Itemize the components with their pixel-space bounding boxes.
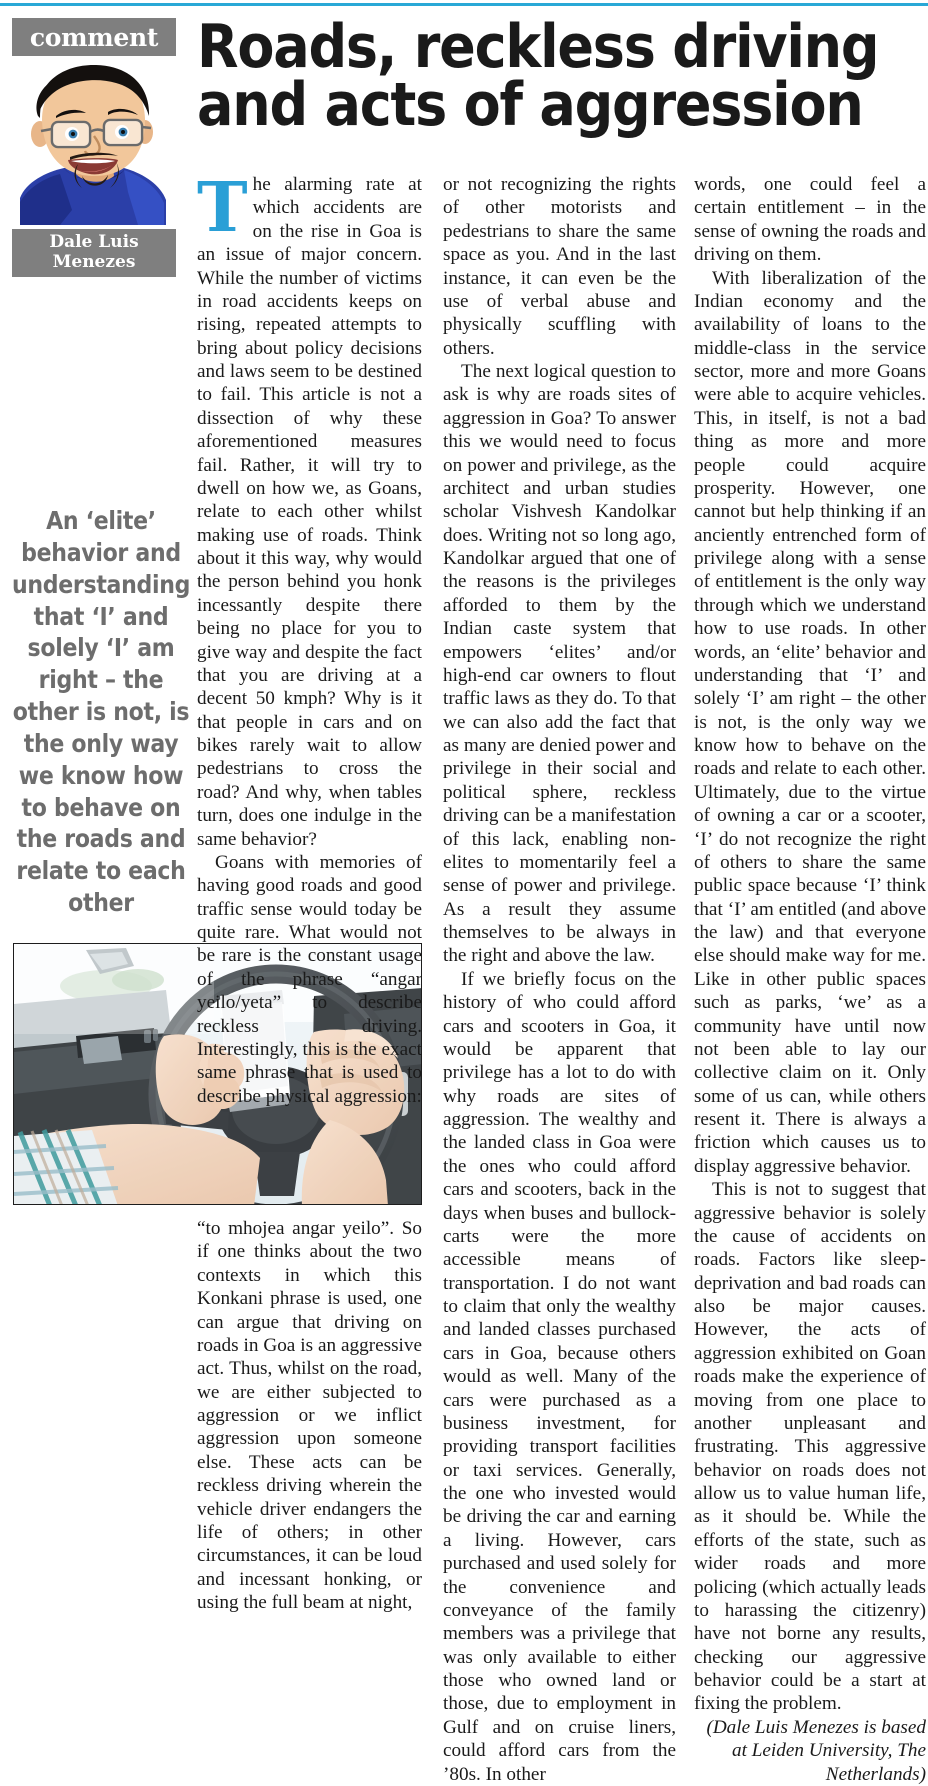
body-column-3 (694, 173, 926, 1786)
top-accent-rule (0, 3, 928, 6)
paragraph (443, 968, 676, 1786)
body-column-1-continued (197, 1217, 422, 1614)
author-name: Dale Luis Menezes (49, 232, 139, 272)
paragraph-text: With liberalization of the Indian economy and the availability of loans to the middle-class in the service sector, more and more Goans were able to acquire vehicles. This, in itself, is not a bad thing as more and more people could acquire prosperity. However, one cannot but help thinking if an anciently entrenched form of privilege along with a sense of entitlement is the only way through which we understand how to use roads. In other words, an ‘elite’ behavior and understanding that ‘I’ and solely ‘I’ am right – the other is not, is the only way we know how to behave on the roads and relate to each other. Ultimately, due to the virtue of owning a car or a scooter, ‘I’ do not recognize the right of others to share the same public space because ‘I’ think that ‘I’ am entitled (and above the law) and that everyone else should make way for me. Like in other public spaces such as parks, ‘we’ as a community have until now not been able to lay our collective claim on it. Only some of us can, while others resent it. There is always a friction which causes us to display aggressive behavior. (694, 267, 926, 1177)
author-signoff: (Dale Luis Menezes is based at Leiden University, The Netherlands) (706, 1716, 926, 1785)
body-column-2 (443, 173, 676, 1786)
paragraph-text: or not recognizing the rights of other motorists and pedestrians to share the same space as you. And in the last instance, it can even be the use of verbal abuse and physically scuffling with others. (443, 174, 676, 359)
paragraph (694, 267, 926, 1179)
paragraph (443, 173, 676, 360)
paragraph (197, 168, 422, 851)
author-caricature (12, 60, 176, 225)
body-column-1 (197, 168, 422, 1108)
paragraph-text: “to mhojea angar yeilo”. So if one thinks about the two contexts in which this Konkani phrase is used, one can argue that driving on roads in Goa is an aggressive act. Thus, whilst on the road, we are either subjected to aggression or we inflict aggression upon someone else. These acts can be reckless driving wherein the vehicle driver endangers the life of others; in other circumstances, it can be loud and incessant honking, or using the full beam at night, (197, 1218, 422, 1613)
paragraph-text: If we briefly focus on the history of who could afford cars and scooters in Goa, it would be apparent that privilege has a lot to do with why roads are sites of aggression. The wealthy and the landed class in Goa were the ones who could afford cars and scooters, back in the days when buses and bullock-carts were the more accessible means of transportation. I do not want to claim that only the wealthy and landed classes purchased cars in Goa, because others would as well. Many of the cars were purchased as a business investment, for providing transport facilities or taxi services. Generally, the one who invested would be driving the car and earning a living. However, cars purchased and used solely for the convenience and conveyance of the family members was a privilege that was only available to either those who owned land or those, due to employment in Gulf and on cruise liners, could afford cars from the ’80s. In other (443, 968, 676, 1785)
author-caricature-illustration (12, 60, 176, 225)
author-byline-box (12, 229, 176, 277)
drop-cap: T (197, 168, 248, 248)
paragraph-text: This is not to suggest that aggressive behavior is solely the cause of accidents on roads. Factors like sleep-deprivation and bad roads can also be major causes. However, the acts of aggression exhibited on Goan roads make the experience of moving from one place to another unpleasant and frustrating. This aggressive behavior on roads does not allow us to value human life, as it should be. While the efforts of the state, such as wider roads and more policing (which actually leads to harassing the citizenry) have not borne any results, checking our aggressive behavior could be a start at fixing the problem. (694, 1179, 926, 1715)
paragraph (694, 1178, 926, 1716)
paragraph-text: The next logical question to ask is why are roads sites of aggression in Goa? To answer this we would need to focus on power and privilege, as the architect and urban studies scholar Vishvesh Kandolkar does. Writing not so long ago, Kandolkar argued that one of the reasons is the privileges afforded to them by the Indian caste system that empowers ‘elites’ and/or high-end car owners to flout traffic laws as they do. To that we can also add the fact that as many are denied power and privilege in their social and political sphere, reckless driving can be a manifestation of this lack, enabling non-elites to momentarily feel a sense of power and privilege. As a result they assume themselves to be always in the right and above the law. (443, 361, 676, 967)
section-tag-label: comment (29, 22, 159, 52)
paragraph (694, 173, 926, 267)
pull-quote: An ‘elite’ behavior and understanding that ‘I’ and solely ‘I’ am right – the other is not, is the only way we know how to behave on the roads and relate to each other (12, 506, 191, 918)
paragraph-text: Goans with memories of having good roads and good traffic sense would today be quite rare. What would not be rare is the constant usage of the phrase “angar yeilo/yeta” to describe reckless driving. Interestingly, this is the exact same phrase that is used to describe physical aggression: (197, 851, 422, 1107)
page-title: Roads, reckless driving and acts of aggression (197, 12, 879, 141)
left-rail (12, 18, 187, 277)
paragraph (197, 851, 422, 1108)
section-tag-comment (12, 18, 176, 56)
paragraph (443, 360, 676, 968)
paragraph-text: words, one could feel a certain entitlement – in the sense of owning the roads and driving on them. (694, 174, 926, 266)
paragraph (197, 1217, 422, 1614)
newspaper-page (0, 10, 928, 1785)
paragraph-text: he alarming rate at which accidents are on the rise in Goa is an issue of major concern. While the number of victims in road accidents keeps on rising, repeated attempts to bring about policy decisions and laws seem to be destined to fail. This article is not a dissection of why these aforementioned measures fail. Rather, it will try to dwell on how we, as Goans, relate to each other whilst making use of roads. Think about it this way, why would the person behind you honk incessantly despite there being no place for you to give way and despite the fact that you are driving at a decent 50 kmph? Why is it that people in cars and on bikes rarely wait to allow pedestrians to cross the road? And why, when tables turn, does one indulge in the same behavior? (197, 174, 422, 850)
